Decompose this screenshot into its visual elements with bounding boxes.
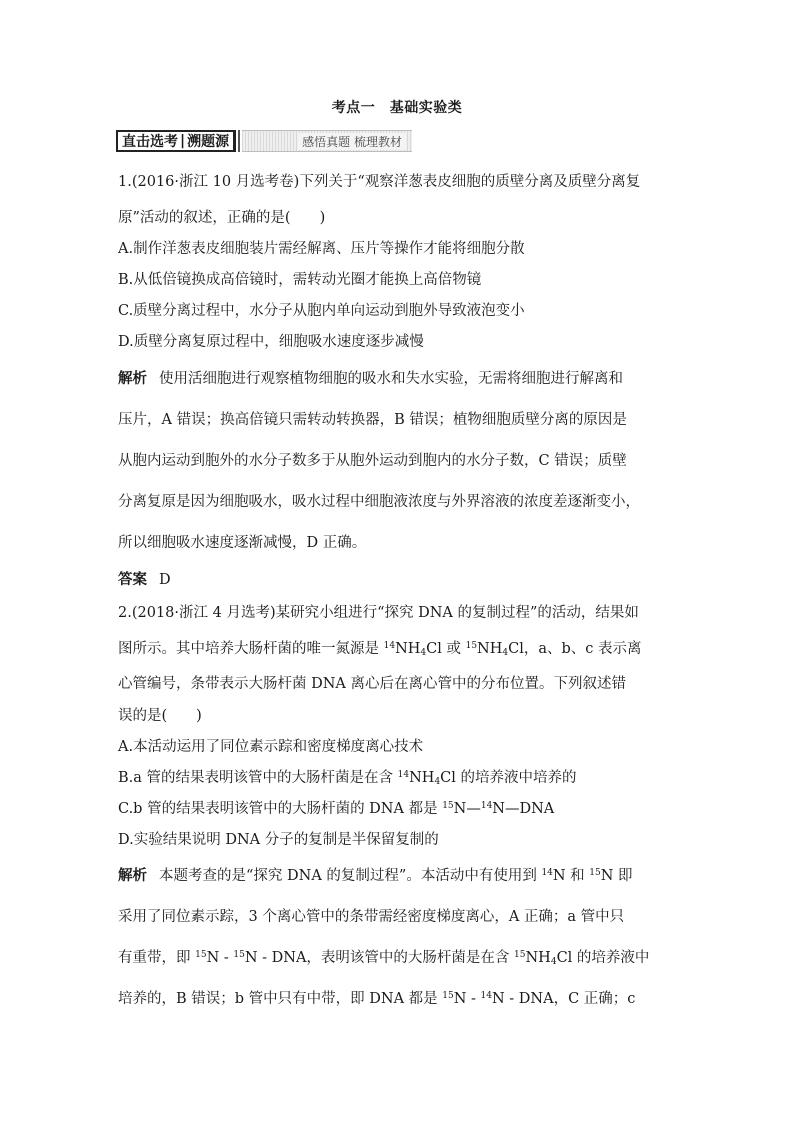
- q1-stem-line-1: 1.(2016·浙江 10 月选考卷)下列关于“观察洋葱表皮细胞的质壁分离及质壁分离复: [118, 174, 641, 190]
- q2-option-d: D.实验结果说明 DNA 分子的复制是半保留复制的: [118, 832, 439, 848]
- q2-stem-line-2: 图所示。其中培养大肠杆菌的唯一氮源是 $^{14}NH_4Cl$ 或 $^{15}NH_4Cl$，a、b、c 表示离: [118, 641, 642, 658]
- banner-main: [116, 130, 233, 152]
- q1-stem-line-2: 原”活动的叙述，正确的是( ): [118, 210, 326, 226]
- q2-analysis-label: 解析: [118, 868, 147, 884]
- q1-analysis-label: 解析: [118, 371, 147, 387]
- banner-subtitle-strip: [242, 130, 412, 152]
- banner-separator: |: [180, 133, 186, 149]
- q2-stem-line-1: 2.(2018·浙江 4 月选考)某研究小组进行“探究 DNA 的复制过程”的活动，结果如: [118, 605, 639, 621]
- q1-analysis-line-5: 所以细胞吸水速度逐渐减慢，D 正确。: [118, 535, 367, 551]
- q1-analysis-line-3: 从胞内运动到胞外的水分子数多于从胞外运动到胞内的水分子数，C 错误；质壁: [118, 453, 627, 469]
- banner-bars: [233, 130, 242, 152]
- q1-analysis-text-1: 使用活细胞进行观察植物细胞的吸水和失水实验，无需将细胞进行解离和: [159, 371, 623, 387]
- banner-left-label: 直击选考: [122, 134, 178, 150]
- q1-answer-label: 答案: [118, 572, 147, 588]
- q2-option-a: A.本活动运用了同位素示踪和密度梯度离心技术: [118, 739, 424, 755]
- q1-answer-line: [118, 568, 694, 589]
- q2-option-b: B.a 管的结果表明该管中的大肠杆菌是在含 $^{14}NH_4Cl$ 的培养液中培养的: [118, 770, 577, 787]
- q1-analysis-line-2: 压片，A 错误；换高倍镜只需转动转换器，B 错误；植物细胞质壁分离的原因是: [118, 412, 627, 428]
- banner-subtitle: 感悟真题 梳理教材: [298, 133, 406, 150]
- q2-analysis-line-2: 采用了同位素示踪，3 个离心管中的条带需经密度梯度离心，A 正确；a 管中只: [118, 909, 625, 925]
- q1-option-a: A.制作洋葱表皮细胞装片需经解离、压片等操作才能将细胞分散: [118, 241, 525, 257]
- q2-stem-line-3: 心管编号，条带表示大肠杆菌 DNA 离心后在离心管中的分布位置。下列叙述错: [118, 676, 626, 692]
- q1-analysis-line-4: 分离复原是因为细胞吸水，吸水过程中细胞液浓度与外界溶液的浓度差逐渐变小，: [118, 494, 640, 510]
- q2-analysis-line-4: 培养的，B 错误；b 管中只有中带，即 DNA 都是 $^{15}$N - $^{14}$N - DNA，C 正确；c: [118, 991, 636, 1007]
- banner-right-label: 溯题源: [187, 134, 230, 150]
- q2-stem-line-4: 误的是( ): [118, 708, 202, 724]
- page-title: 考点一 基础实验类: [331, 100, 463, 116]
- q1-option-d: D.质壁分离复原过程中，细胞吸水速度逐步减慢: [118, 334, 424, 350]
- q2-analysis-line-3: 有重带，即 $^{15}$N - $^{15}$N - DNA，表明该管中的大肠杆菌是在含 $^{15}NH_4Cl$ 的培养液中: [118, 950, 650, 967]
- q2-option-c: C.b 管的结果表明该管中的大肠杆菌的 DNA 都是 $^{15}$N—$^{14}$N—DNA: [118, 801, 555, 817]
- q1-option-b: B.从低倍镜换成高倍镜时，需转动光圈才能换上高倍物镜: [118, 272, 482, 288]
- q1-answer-value: D: [159, 572, 171, 588]
- q1-option-c: C.质壁分离过程中，水分子从胞内单向运动到胞外导致液泡变小: [118, 303, 525, 319]
- q1-analysis-line-1: [118, 367, 694, 388]
- section-banner: [116, 130, 412, 152]
- q2-analysis-line-1: 解析 本题考查的是“探究 DNA 的复制过程”。本活动中有使用到 $^{14}$N 和 $^{15}$N 即: [118, 868, 633, 884]
